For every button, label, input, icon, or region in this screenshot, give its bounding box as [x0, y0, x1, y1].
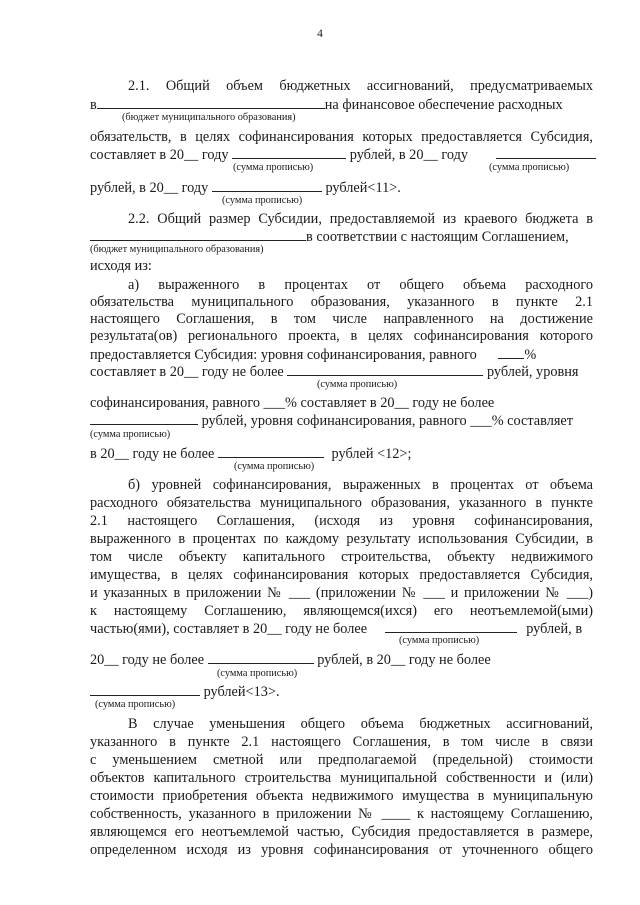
caption-sum-9: (сумма прописью) — [95, 699, 176, 710]
budget-blank-2 — [90, 228, 306, 241]
s22-line-3: исходя из: — [90, 258, 152, 274]
item-a-line-4: результата(ов) регионального проекта, в целях софинансирования которого — [90, 328, 593, 344]
sum-blank-5 — [90, 412, 198, 425]
caption-sum-8: (сумма прописью) — [217, 668, 298, 679]
item-a-line-8 — [90, 412, 593, 430]
s21-rubles: рублей<11>. — [325, 180, 401, 196]
caption-sum-2: (сумма прописью) — [489, 162, 570, 173]
item-b-rubles-2: рублей, в 20__ году не более — [317, 652, 491, 668]
item-b-line-5: том числе объекту капитального строительства, объекту недвижимого — [90, 549, 593, 565]
item-a-year-1: составляет в 20__ году не более — [90, 364, 284, 380]
closing-line-2: указанного в пункте 2.1 настоящего Соглашения, в том числе в связи — [90, 734, 593, 750]
sum-blank-6 — [218, 445, 324, 458]
sum-blank-4 — [287, 363, 483, 376]
item-b-rubles-3: рублей<13>. — [203, 684, 280, 700]
s21-line-1: 2.1. Общий объем бюджетных ассигнований, предусматриваемых — [128, 78, 593, 94]
percent-blank-1 — [498, 346, 524, 359]
item-a-year-3: в 20__ году не более — [90, 446, 215, 462]
closing-line-8: определенном исходя из уровня софинансирования от уточненного общего — [90, 842, 593, 858]
s21-year-1: составляет в 20__ году — [90, 147, 229, 163]
item-a-line-7: софинансирования, равного ___% составляет в 20__ году не более — [90, 395, 495, 411]
item-b-line-1: б) уровней софинансирования, выраженных в процентах от объема — [128, 477, 593, 493]
item-a-level: предоставляется Субсидия: уровня софинансирования, равного — [90, 347, 477, 363]
item-b-line-8: к настоящему Соглашению, являющемся(ихся) его неотъемлемой(ыми) — [90, 603, 593, 619]
item-b-line-9 — [90, 620, 593, 638]
sum-blank-7 — [385, 620, 517, 633]
caption-sum-4: (сумма прописью) — [317, 379, 398, 390]
item-a-rubles-3: рублей <12>; — [331, 446, 412, 462]
item-b-rubles-1: рублей, в — [526, 621, 583, 637]
s22-line-1: 2.2. Общий размер Субсидии, предоставляемой из краевого бюджета в — [128, 211, 593, 227]
item-a-percent: % — [524, 347, 537, 363]
s22-suffix: в соответствии с настоящим Соглашением, — [306, 229, 569, 245]
item-a-line-3: настоящего Соглашения, в том числе направленного на достижение — [90, 311, 593, 327]
closing-line-3: с уменьшением сметной или предполагаемой (предельной) стоимости — [90, 752, 593, 768]
caption-sum-6: (сумма прописью) — [234, 461, 315, 472]
item-b-line-7: и указанных в приложении № ___ (приложении № ___ и приложении № ___) — [90, 585, 593, 601]
s21-line-5 — [90, 179, 593, 197]
caption-sum-5: (сумма прописью) — [90, 429, 171, 440]
sum-blank-1 — [232, 146, 346, 159]
caption-sum-7: (сумма прописью) — [399, 635, 480, 646]
item-b-line-10 — [90, 651, 593, 669]
s21-year-3: рублей, в 20__ году — [90, 180, 209, 196]
caption-budget-1: (бюджет муниципального образования) — [122, 112, 296, 123]
item-a-rubles-1: рублей, уровня — [486, 364, 579, 380]
s21-suffix: на финансовое обеспечение расходных — [324, 97, 563, 113]
closing-line-7: являющемся его неотъемлемой частью, Субсидия предоставляется в размере, — [90, 824, 593, 840]
item-a-line-9 — [90, 445, 593, 463]
s21-prefix: в — [90, 97, 97, 113]
closing-line-5: стоимости приобретения объекта недвижимого имущества в муниципальную — [90, 788, 593, 804]
sum-blank-8 — [208, 651, 314, 664]
item-a-line-1: а) выраженного в процентах от общего объема расходного — [128, 277, 593, 293]
closing-line-4: объектов капитального строительства муниципальной собственности и (или) — [90, 770, 593, 786]
closing-line-1: В случае уменьшения общего объема бюджетных ассигнований, — [128, 716, 593, 732]
sum-blank-9 — [90, 683, 200, 696]
item-b-line-3: 2.1 настоящего Соглашения, (исходя из уровня софинансирования, — [90, 513, 593, 529]
item-b-line-6: имущества, в целях софинансирования которых предоставляется Субсидия, — [90, 567, 593, 583]
sum-blank-2 — [496, 146, 596, 159]
item-b-line-2: расходного обязательства муниципального образования, указанного в пункте — [90, 495, 593, 511]
budget-blank-1 — [97, 96, 325, 109]
caption-sum-3: (сумма прописью) — [222, 195, 303, 206]
item-a-line-5 — [90, 346, 593, 364]
s21-year-2: рублей, в 20__ году — [349, 147, 469, 163]
item-a-rubles-2: рублей, уровня софинансирования, равного ___% составляет — [201, 413, 574, 429]
caption-sum-1: (сумма прописью) — [233, 162, 314, 173]
item-b-year-2: 20__ году не более — [90, 652, 205, 668]
item-b-line-4: выраженного в процентах по каждому результату использования Субсидии, в — [90, 531, 593, 547]
item-b-year-1: частью(ями), составляет в 20__ году не более — [90, 621, 368, 637]
caption-budget-2: (бюджет муниципального образования) — [90, 244, 264, 255]
item-a-line-2: обязательства муниципального образования, указанного в пункте 2.1 — [90, 294, 593, 310]
closing-line-6: собственность, указанного в приложении № ____ к настоящему Соглашению, — [90, 806, 593, 822]
s21-line-3: обязательств, в целях софинансирования которых предоставляется Субсидия, — [90, 129, 593, 145]
sum-blank-3 — [212, 179, 322, 192]
page-number: 4 — [317, 28, 323, 40]
